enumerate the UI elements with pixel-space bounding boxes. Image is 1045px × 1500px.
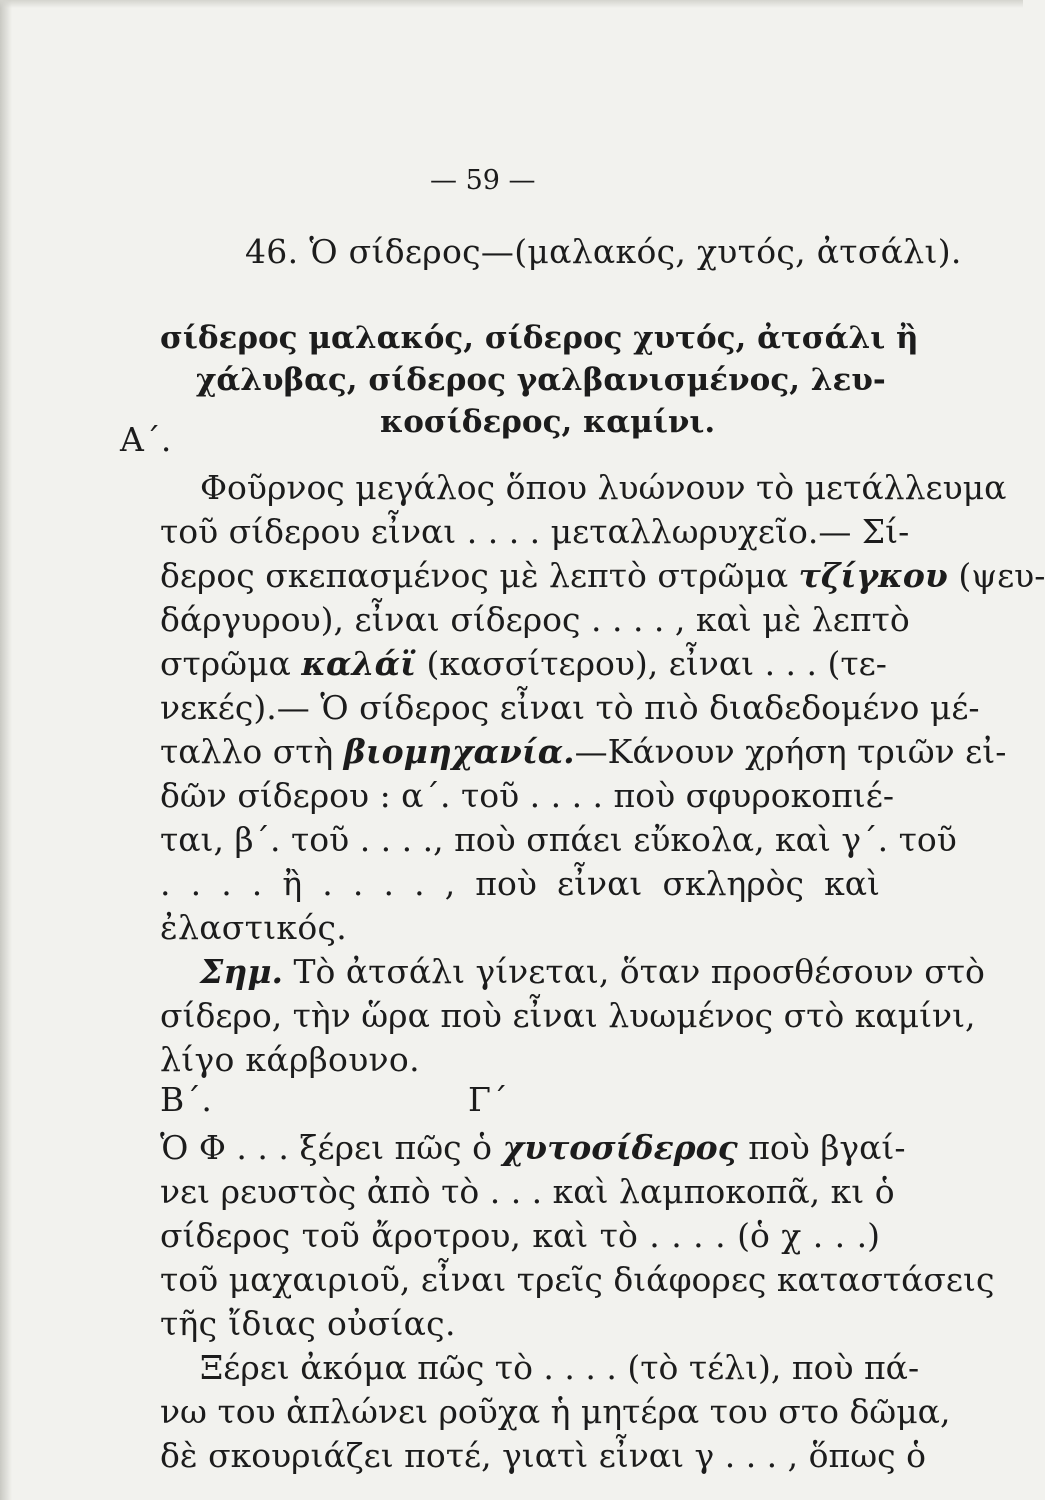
section-g-line-8: δὲ σκουριάζει ποτέ, γιατὶ εἶναι γ . . . , ὅπως ὁ (160, 1436, 926, 1475)
text-run: ταλλο στὴ (160, 732, 344, 771)
section-number: 46. (245, 232, 299, 271)
text-run: δερος σκεπασμένος μὲ λεπτὸ στρῶμα (160, 556, 799, 595)
emphasis-cast-iron: χυτοσίδερος (502, 1128, 738, 1167)
note-line-1 (200, 952, 985, 991)
section-a-line-1: Φοῦρνος μεγάλος ὅπου λυώνουν τὸ μετάλλευμα (200, 468, 1007, 507)
vocab-line-2: χάλυβας, σίδερος γαλβανισμένος, λευ- (196, 362, 886, 398)
section-a-line-7 (160, 732, 1007, 771)
section-a-line-3 (160, 556, 1045, 595)
section-a-line-6: νεκές).— Ὁ σίδερος εἶναι τὸ πιὸ διαδεδομένο μέ- (160, 688, 980, 727)
section-b-marker: Β΄. (160, 1080, 213, 1119)
section-a-line-10: . . . . ἢ . . . . , ποὺ εἶναι σκληρὸς καὶ (160, 864, 880, 903)
section-g-line-7: νω του ἁπλώνει ροῦχα ἡ μητέρα του στο δῶμα, (160, 1392, 951, 1431)
text-run: Τὸ ἀτσάλι γίνεται, ὅταν προσθέσουν στὸ (282, 952, 985, 991)
scan-shadow-top (0, 0, 1023, 8)
text-run: (ψευ- (947, 556, 1045, 595)
section-a-line-8: δῶν σίδερου : α΄. τοῦ . . . . ποὺ σφυροκοπιέ- (160, 776, 894, 815)
page-number: — 59 — (430, 165, 536, 196)
section-a-line-5 (160, 644, 887, 683)
section-heading (245, 232, 962, 271)
text-run: Ὁ Φ . . . ξέρει πῶς ὁ (160, 1128, 503, 1167)
text-run: ποὺ βγαί- (737, 1128, 906, 1167)
section-a-line-11: ἐλαστικός. (160, 908, 348, 947)
section-g-line-3: σίδερος τοῦ ἄροτρου, καὶ τὸ . . . . (ὁ χ . . .) (160, 1216, 880, 1255)
section-a-line-9: ται, β΄. τοῦ . . . ., ποὺ σπάει εὔκολα, καὶ γ΄. τοῦ (160, 820, 957, 859)
emphasis-tin: καλάϊ (301, 644, 416, 683)
section-g-line-4: τοῦ μαχαιριοῦ, εἶναι τρεῖς διάφορες καταστάσεις (160, 1260, 995, 1299)
section-g-marker: Γ΄ (468, 1080, 508, 1119)
text-run: (κασσίτερου), εἶναι . . . (τε- (415, 644, 887, 683)
emphasis-zinc: τζίγκου (798, 556, 948, 595)
section-g-line-6: Ξέρει ἀκόμα πῶς τὸ . . . . (τὸ τέλι), ποὺ πά- (200, 1348, 920, 1387)
text-run: —Κάνουν χρήση τριῶν εἰ- (574, 732, 1007, 771)
vocab-line-3: κοσίδερος, καμίνι. (380, 404, 716, 440)
note-line-2: σίδερο, τὴν ὥρα ποὺ εἶναι λυωμένος στὸ καμίνι, (160, 996, 976, 1035)
text-run: στρῶμα (160, 644, 302, 683)
section-a-marker: Α΄. (120, 420, 172, 459)
scan-shadow-left (0, 0, 12, 1500)
note-line-3: λίγο κάρβουνο. (160, 1040, 420, 1079)
vocab-line-1: σίδερος μαλακός, σίδερος χυτός, ἀτσάλι ἢ (160, 320, 919, 356)
section-title: Ὁ σίδερος—(μαλακός, χυτός, ἀτσάλι). (309, 232, 962, 271)
note-label: Σημ. (200, 952, 283, 991)
section-a-line-4: δάργυρου), εἶναι σίδερος . . . . , καὶ μὲ λεπτὸ (160, 600, 910, 639)
section-g-line-1 (160, 1128, 906, 1167)
section-a-line-2: τοῦ σίδερου εἶναι . . . . μεταλλωρυχεῖο.— Σί- (160, 512, 910, 551)
section-g-line-2: νει ρευστὸς ἀπὸ τὸ . . . καὶ λαμποκοπᾶ, κι ὁ (160, 1172, 895, 1211)
emphasis-industry: βιομηχανία. (343, 732, 575, 771)
section-g-line-5: τῆς ἴδιας οὐσίας. (160, 1304, 456, 1343)
